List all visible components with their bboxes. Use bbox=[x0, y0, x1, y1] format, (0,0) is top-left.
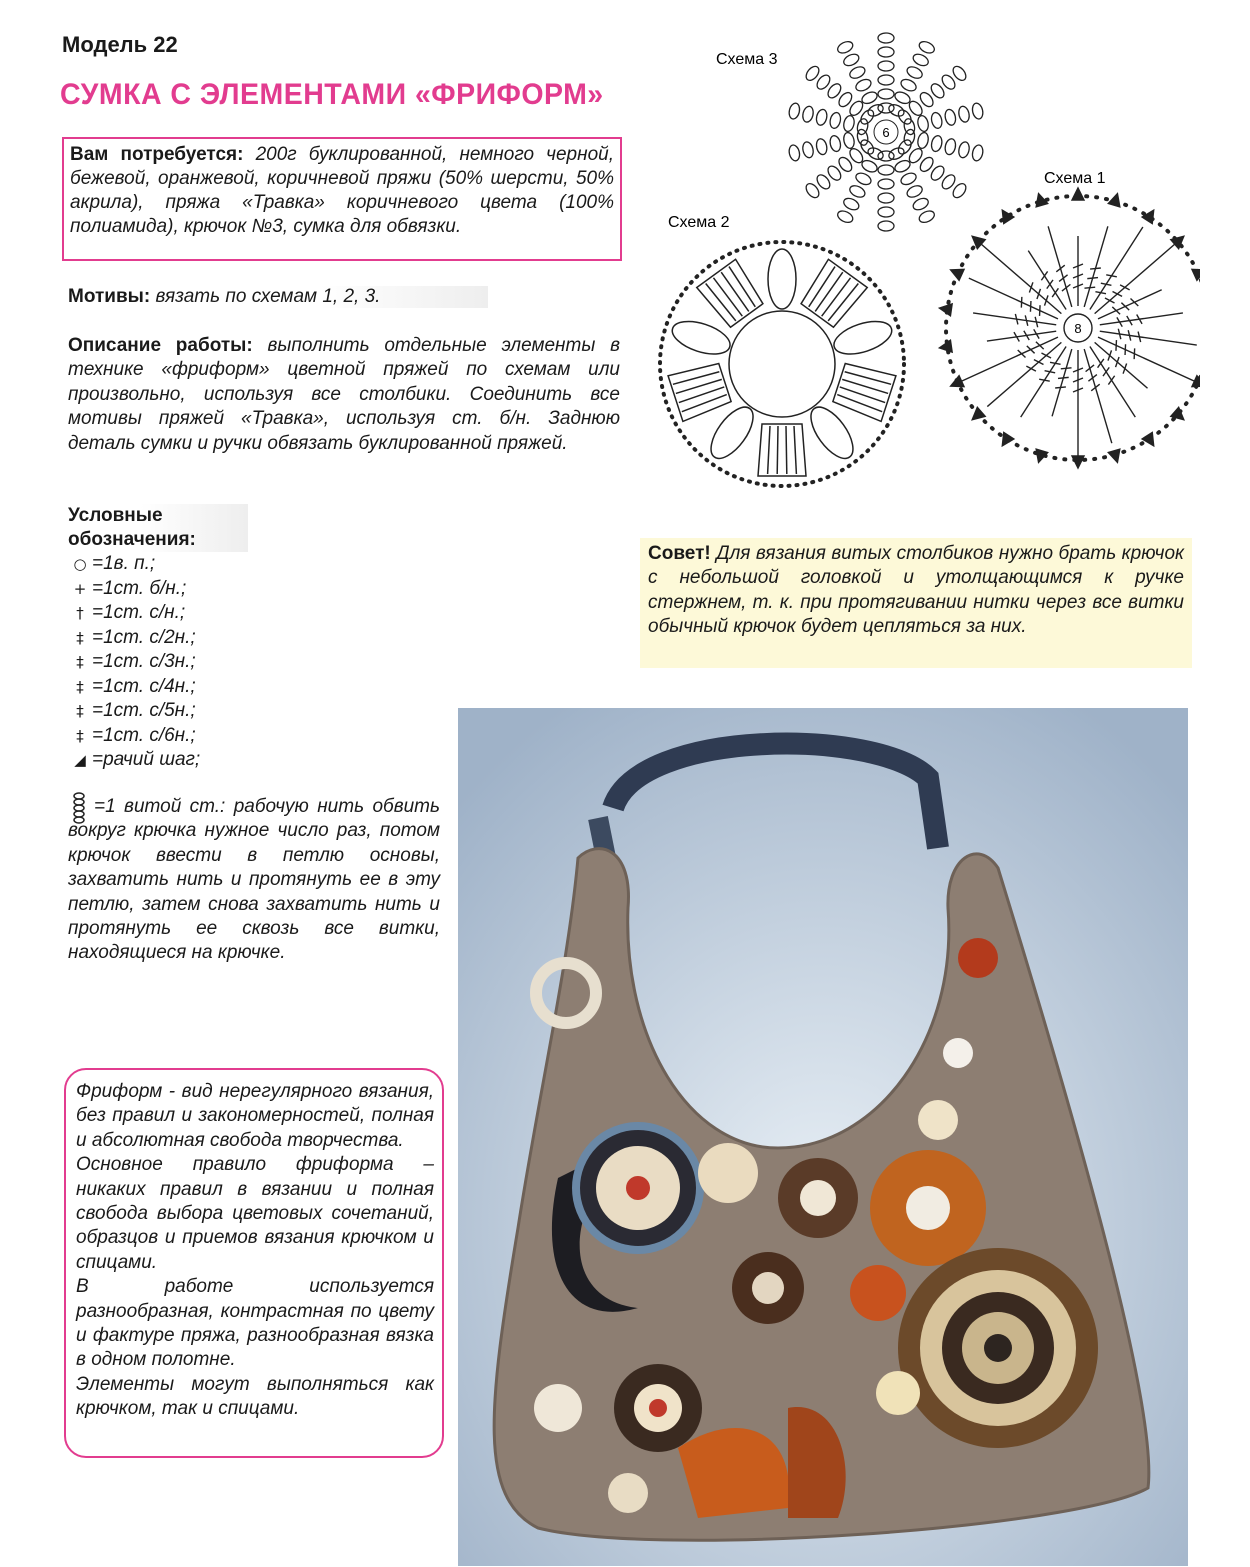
legend-title: Условные обозначения: bbox=[68, 504, 248, 552]
scheme-2-label: Схема 2 bbox=[668, 214, 730, 231]
stitch-spoke bbox=[1078, 192, 1123, 309]
scheme-1-diagram bbox=[946, 196, 1200, 460]
spiral-petal bbox=[903, 102, 985, 135]
description-text: выполнить отдельные элементы в технике «фриформ» цветной пряжей по схемам или произвольно, используя все столбики. Соединить все мотивы пряжей «Травка», используя ст. б/н. Заднюю деталь сумки и ручки обвязать буклированной пряжей. bbox=[68, 335, 621, 454]
freeform-paragraph: Элементы могут выполняться как крючком, так и спицами. bbox=[76, 1373, 434, 1420]
stitch-spoke bbox=[1072, 188, 1084, 306]
model-number: Модель 22 bbox=[62, 32, 178, 57]
stitch-spoke bbox=[1096, 332, 1200, 392]
sc-symbol-icon: + bbox=[73, 579, 87, 598]
crochet-diagrams bbox=[640, 10, 1200, 490]
stitch-spoke bbox=[939, 325, 1058, 354]
scheme-3-center-number: 6 bbox=[882, 125, 890, 140]
legend-text: =1ст. с/2н.; bbox=[92, 626, 196, 648]
legend-text: =1ст. с/4н.; bbox=[92, 675, 196, 697]
tip-box bbox=[640, 538, 1192, 668]
legend-item bbox=[68, 552, 448, 577]
stitch-spoke bbox=[1091, 232, 1188, 318]
scheme-1-center-number: 8 bbox=[1074, 321, 1082, 336]
legend-text: =рачий шаг; bbox=[92, 749, 201, 770]
scheme-3-label: Схема 3 bbox=[716, 51, 778, 68]
freeform-paragraph: В работе используется разнообразная, контрастная по цвету и фактуре пряжа, разнообразная вязка в одном полотне. bbox=[76, 1276, 434, 1371]
tr-symbol-icon: ‡ bbox=[76, 628, 84, 647]
tip-label: Совет! bbox=[648, 543, 711, 564]
spiral-petal bbox=[788, 102, 870, 135]
stitch-spoke bbox=[1099, 325, 1200, 354]
motifs-line bbox=[68, 286, 488, 308]
trtr-symbol-icon: ‡ bbox=[76, 677, 84, 696]
legend-list bbox=[68, 552, 448, 773]
stitch-spoke bbox=[1096, 264, 1200, 324]
description bbox=[68, 334, 620, 456]
requirements-box bbox=[62, 137, 622, 261]
flower-petal bbox=[758, 424, 806, 476]
stitch-spoke bbox=[1072, 350, 1084, 468]
st5-symbol-icon: ‡ bbox=[76, 702, 84, 720]
legend-item bbox=[68, 577, 448, 602]
scheme-1-stitches bbox=[939, 188, 1200, 468]
stitch-spoke bbox=[968, 338, 1065, 424]
dtr-symbol-icon: ‡ bbox=[76, 653, 84, 671]
legend-text: =1ст. с/3н.; bbox=[92, 651, 196, 672]
bag-photo bbox=[458, 708, 1188, 1566]
legend-text: =1ст. с/6н.; bbox=[92, 724, 196, 746]
st6-symbol-icon: ‡ bbox=[76, 726, 84, 745]
scheme-2-petals bbox=[668, 249, 896, 476]
legend-text: =1ст. б/н.; bbox=[92, 577, 187, 599]
freeform-paragraph: Фриформ - вид нерегулярного вязания, без правил и закономерностей, полная и абсолютная свобода творчества. bbox=[76, 1081, 434, 1151]
flower-petal bbox=[668, 360, 732, 422]
legend-item bbox=[68, 650, 448, 675]
spiral-petal bbox=[903, 128, 985, 161]
dc-symbol-icon: † bbox=[76, 604, 84, 622]
legend-item bbox=[68, 724, 448, 749]
motifs-label: Мотивы: bbox=[68, 286, 151, 307]
motifs-text: вязать по схемам 1, 2, 3. bbox=[155, 286, 381, 307]
stitch-spoke bbox=[968, 232, 1065, 318]
legend-text: =1в. п.; bbox=[92, 553, 156, 574]
legend-item bbox=[68, 626, 448, 651]
flower-petal bbox=[697, 259, 766, 329]
flower-petal bbox=[768, 249, 796, 309]
legend-text: =1ст. с/5н.; bbox=[92, 700, 196, 721]
spiral-petal bbox=[878, 33, 894, 113]
stitch-spoke bbox=[1033, 347, 1078, 464]
legend-text: =1ст. с/н.; bbox=[92, 602, 186, 623]
tip-text: Для вязания витых столбиков нужно брать крючок с небольшой головкой и утолщающимся к ручке стержнем, т. к. при протягивании нитки через все витки обычный крючок будет цепляться за них. bbox=[648, 543, 1185, 638]
legend-item bbox=[68, 601, 448, 626]
legend-item bbox=[68, 675, 448, 700]
freeform-box bbox=[64, 1068, 444, 1458]
freeform-paragraph: Основное правило фриформа – никаких правил в вязании и полная свобода выбора цветовых сочетаний, образцов и приемов вязания крючком и спицами. bbox=[76, 1154, 434, 1273]
flower-petal bbox=[668, 315, 734, 360]
spiral-petal bbox=[878, 151, 894, 231]
stitch-spoke bbox=[1099, 302, 1200, 331]
flower-petal bbox=[830, 315, 896, 360]
legend-item bbox=[68, 748, 448, 773]
requirements-label: Вам потребуется: bbox=[70, 144, 244, 165]
description-label: Описание работы: bbox=[68, 335, 253, 356]
flower-petal bbox=[832, 360, 896, 422]
spiral-petal bbox=[788, 128, 870, 161]
scheme-2-diagram bbox=[660, 242, 904, 486]
stitch-spoke bbox=[1091, 338, 1188, 424]
page-title: СУМКА С ЭЛЕМЕНТАМИ «ФРИФОРМ» bbox=[60, 78, 604, 111]
crab-stitch-icon: ◢ bbox=[74, 751, 86, 769]
requirements-text: 200г буклированной, немного черной, бежевой, оранжевой, коричневой пряжи (50% шерсти, 50% акрила), пряжа «Травка» коричневого цвета (100% полиамида), крючок №3, сумка для обвязки. bbox=[70, 144, 614, 237]
chain-symbol-icon: ○ bbox=[73, 555, 87, 573]
legend-item bbox=[68, 699, 448, 724]
twisted-stitch-text: =1 витой ст.: рабочую нить обвить вокруг крючка нужное число раз, потом крючок ввести в петлю основы, захватить нить и протянуть ее в эту петлю, затем снова захватить нить и протянуть ее сквозь все витки, находящиеся на крючке. bbox=[68, 796, 440, 964]
scheme-1-label: Схема 1 bbox=[1044, 170, 1106, 187]
